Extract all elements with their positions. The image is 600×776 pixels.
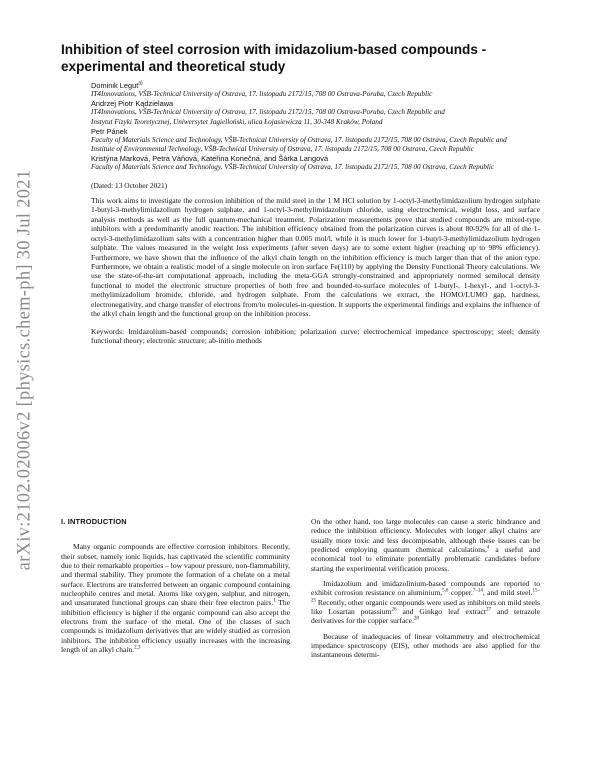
text-run: Recently, other organic compounds were used as inhibitors on mild steels like Losartan potassium [311,597,540,617]
affiliation: Faculty of Materials Science and Technology, VŠB-Technical University of Ostrava, 17. listopadu 2172/15, 708 00 Ostrava, Czech Republic and [91,135,507,144]
text-run: and tetrazole derivatives for the copper surface. [311,607,540,626]
text-run: Because of inadequacies of linear voltammetry and electrochemical impedance spectroscopy (EIS), other methods are also applied for the instantaneous determi- [311,631,540,660]
affiliation: Faculty of Materials Science and Technology, VŠB-Technical University of Ostrava, 17. listopadu 2172/15, 708 00 Ostrava, Czech Republic [91,163,495,172]
section-heading: I. INTRODUCTION [61,517,127,526]
citation-superscript: 7–14 [472,588,483,594]
author-name-text: Andrzej Piotr Kądzielawa [91,99,174,109]
text-run: Imidazolium and imidazolinium-based compounds are reported to exhibit corrosion resistance on aluminium, [311,579,540,598]
paper-title: Inhibition of steel corrosion with imidazolium-based compounds - experimental and theoretical study [61,42,487,74]
text-run: a useful and economical tool to eliminate potentially problematic candidates before starting the experimental verification process. [311,545,540,573]
author-name-text: Dominik Legut [91,81,139,90]
arxiv-id-text: arXiv:2102.02006v2 [physics.chem-ph] 30 Jul 2021 [14,169,35,571]
author-name [91,127,540,136]
affiliation: Instytut Fizyki Teoretycznej, Uniwersytet Jagielloński, ulica Łojasiewicza 11, 30-348 Kraków, Poland [91,117,383,126]
citation-superscript: 4 [486,545,490,551]
right-column [311,517,540,660]
author-name-text: Kristýna Marková, Petra Váňová, Kateřina Konečná, and Šárka Langová [91,154,329,164]
affiliation: IT4Innovations, VŠB-Technical University of Ostrava, 17. listopadu 2172/15, 708 00 Ostrava-Poruba, Czech Republic and [91,108,445,117]
abstract: This work aims to investigate the corrosion inhibition of the mild steel in the 1 M HCl solution by 1-octyl-3-methylimidazolium hydrogen sulphate 1-butyl-3-methylimidazolium hydrogen sulphate, and 1-octyl-3-methylimidazolium chloride, using electrochemical, weight loss, and surface analysis methods as well as the full quantum-mechanical treatment. Polarization measurements prove that studied compounds are mixed-type inhibitors with a predominantly anodic reaction. The inhibition efficiency obtained from the polarization curves is about 80-92% for all of the 1-octyl-3-methylimidazolium salts with a concentration higher than 0.005 mol/l, while it is much lower for 1-butyl-3-methylimidazolium hydrogen sulphate. The values measured in the weight loss experiments (after seven days) are to some extent higher (reaching up to 98% efficiency). Furthermore, we have shown that the influence of the alkyl chain length on the inhibition efficiency is much larger than that of the anion type. Furthermore, we obtain a realistic model of a single molecule on iron surface Fe(110) by applying the Density Functional Theory calculations. We use the state-of-the-art computational approach, including the meta-GGA strongly-constrained and appropriately normed semilocal density functional to model the electronic structure properties of both free and bounded-to-surface molecules of 1-butyl-, 1-hexyl-, and 1-octyl-3-methylimizadolium bromide, chloride, and hydrogen sulphate. From the calculations we extract, the HOMO/LUMO gap, hardness, electronegativity, and charge transfer of electrons from/to molecules-in-question. It supports the experimental findings and explains the influence of the alkyl chain length and the functional group on the inhibition process. [91,195,540,319]
citation-superscript: 1 [273,598,276,604]
text-run: , and mild steel. [482,588,533,598]
text-run: On the other hand, too large molecules can cause a steric hindrance and reduce the inhibition efficiency. Molecules with longer alkyl chains are usually more toxic and less decomposable, although these issues can be predicted employing quantum chemical calculations, [311,517,540,555]
keywords: Keywords: Imidazolium-based compounds; corrosion inhibition; polarization curve; electrochemical impedance spectroscopy; steel; density functional theory; electronic structure; ab-initio methods [91,326,540,346]
citation-superscript: 28 [413,616,419,622]
date-line: (Dated: 13 October 2021) [91,180,168,190]
author-footnote-mark: a) [138,80,143,87]
paragraph [311,517,540,573]
citation-superscript: 27 [486,607,492,613]
text-run: and Ginkgo leaf extract [396,607,487,617]
left-column [61,517,290,660]
text-run: The inhibition efficiency is higher if the organic compound can also accept the electrons from the surface of the metal. One of the classes of such compounds is imidazolium derivatives that are widely studied as corrosion inhibitors. The inhibition efficiency usually increases with the increasing length of an alkyl chain. [61,598,290,655]
citation-superscript: 26 [391,607,397,613]
paragraph [311,632,540,660]
arxiv-identifier [8,140,42,600]
paragraph [311,579,540,626]
text-run: copper. [448,588,473,598]
paragraph [61,542,290,654]
author-name-text: Petr Pánek [91,126,128,136]
author-block [61,81,540,173]
citation-superscript: 5,6 [442,588,449,594]
paper-front-matter [61,41,540,346]
body-columns [61,517,540,660]
citation-superscript: 15–25 [311,588,540,604]
author-name [91,81,540,90]
affiliation: IT4Innovations, VŠB-Technical University of Ostrava, 17. listopadu 2172/15, 708 00 Ostrava-Poruba, Czech Republic [91,90,433,98]
citation-superscript: 2,3 [134,645,141,651]
affiliation: Institute of Environmental Technology, VŠB-Technical University of Ostrava, 17. listopadu 2172/15, 708 00 Ostrava, Czech Republic [91,145,474,154]
author-name [91,99,540,108]
text-run: Many organic compounds are effective corrosion inhibitors. Recently, their subset, namely ionic liquids, has captivated the scientific community due to their remarkable properties – low vapour pressure, non-flammability, and thermal stability. They promote the formation of a chelate on a metal surface. Electrons are transferred between an organic compound containing nucleophile centres and metal. Atoms like oxygen, sulphur, and nitrogen, and unsaturated functional groups can share their free electron pairs. [61,542,290,608]
